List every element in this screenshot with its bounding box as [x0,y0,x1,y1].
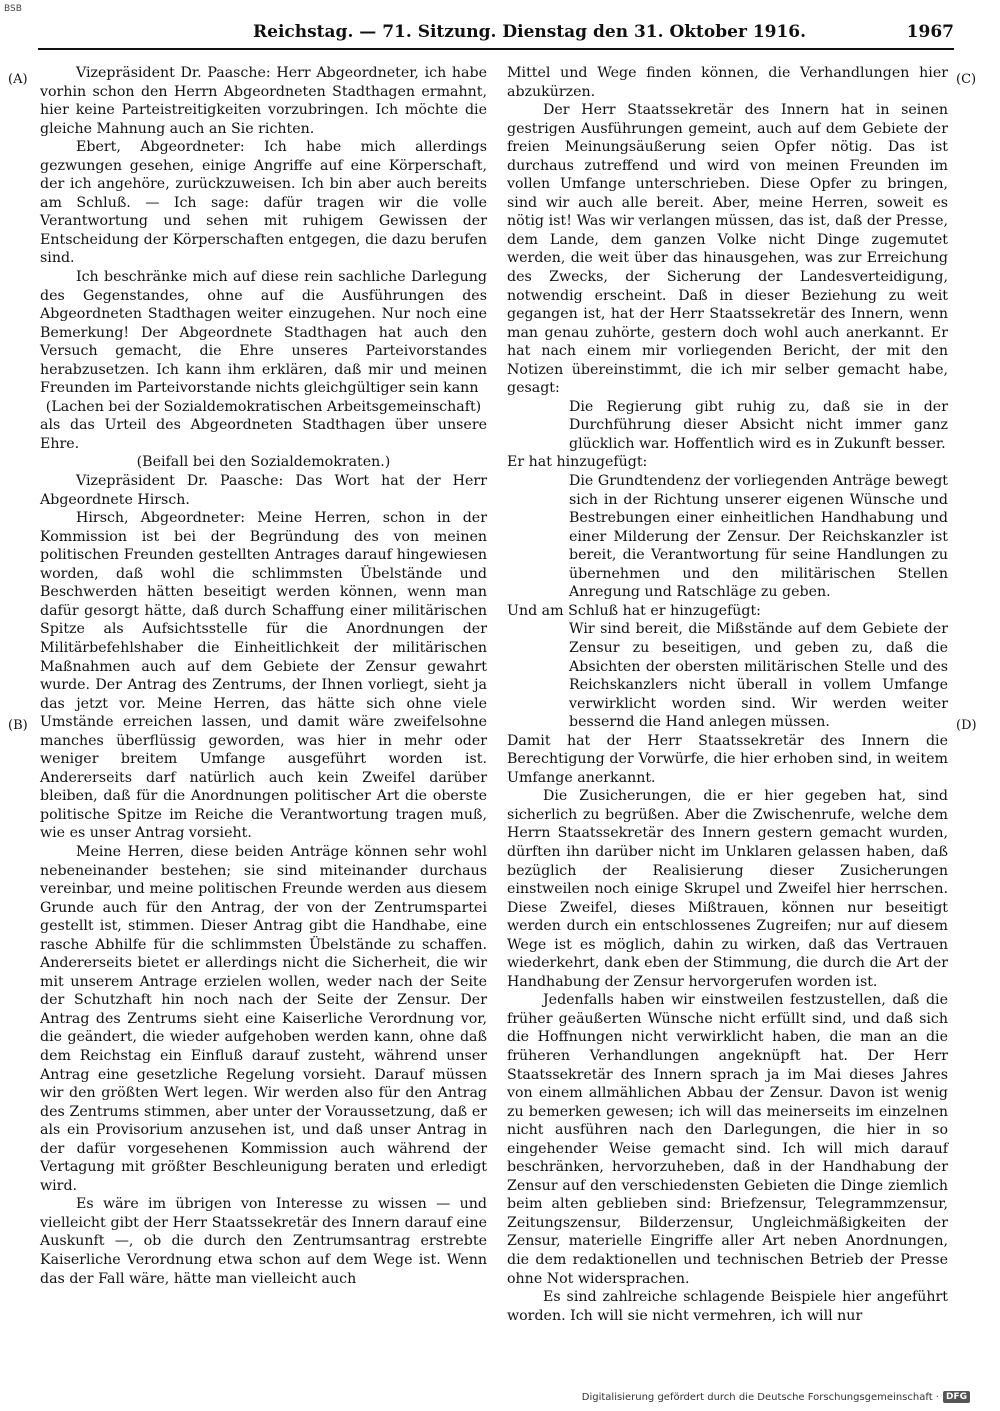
funding-note: Digitalisierung gefördert durch die Deutsche Forschungsgemeinschaft · [581,1391,939,1403]
paragraph: Hirsch, Abgeordneter: Meine Herren, schon in der Kommission ist bei der Begründung des von meinen politischen Freunden gestellten Antrages darauf hingewiesen worden, daß wohl die schlimmsten Übelstände und Beschwerden hätten beseitigt werden können, wenn man dafür gesorgt hätte, daß durch Schaffung einer militärischen Spitze als Aufsichtsstelle für die Anordnungen der Militärbefehlshaber die Einheitlichkeit der militärischen Maßnahmen auch auf dem Gebiete der Zensur gewahrt wurde. Der Antrag des Zentrums, der Ihnen vorliegt, sieht ja das jetzt vor. Meine Herren, das hätte sich ohne viele Umstände erreichen lassen, und damit wäre zweifelsohne manches überflüssig geworden, was hier in mehr oder weniger breitem Umfange ausgeführt worden ist. Andererseits darf natürlich auch kein Zweifel darüber bleiben, daß für die Anordnungen politischer Art die oberste politische Spitze im Reiche die Verantwortung tragen muß, wie es unser Antrag vorsieht. [40,510,487,842]
interjection: (Lachen bei der Sozialdemokratischen Arbeitsgemeinschaft) [45,398,482,415]
paragraph: Er hat hinzugefügt: [507,454,648,471]
running-title: Reichstag. — 71. Sitzung. Dienstag den 31. Oktober 1916. [253,22,807,42]
dfg-logo-icon: DFG [943,1391,970,1403]
margin-marker-c: (C) [956,72,977,87]
paragraph: Der Herr Staatssekretär des Innern hat in seinen gestrigen Ausführungen gemeint, auch auf dem Gebiete der freien Meinungsäußerung seien Opfer nötig. Das ist durchaus zutreffend und wird von meinen Freunden im vollen Umfange unterschrieben. Diese Opfer zu bringen, sind wir auch alle bereit. Aber, meine Herren, soweit es nötig ist! Was wir verlangen müssen, das ist, daß der Presse, dem Lande, dem ganzen Volke nicht Dinge zugemutet werden, die weit über das hinausgehen, was zur Erreichung des Zwecks, der Sicherung der Landesverteidigung, notwendig erscheint. Daß in dieser Beziehung zu weit gegangen ist, hat der Herr Staatssekretär des Innern, wenn man genau zuhörte, gestern doch wohl auch anerkannt. Er hat nach einem mir vorliegenden Bericht, der mit den Notizen übereinstimmt, die ich mir selber gemacht habe, gesagt: [507,102,948,397]
margin-marker-b: (B) [8,718,28,733]
paragraph-continuation: als das Urteil des Abgeordneten Stadthagen über unsere Ehre. [40,417,487,452]
page-header [38,22,954,46]
paragraph: Ich beschränke mich auf diese rein sachliche Darlegung des Gegenstandes, ohne auf die Ausführungen des Abgeordneten Stadthagen weiter einzugehen. Nur noch eine Bemerkung! Der Abgeordnete Stadthagen hat auch den Versuch gemacht, die Ehre unseres Parteivorstandes herabzusetzen. Ich kann ihm erklären, daß mir und meinen Freunden im Parteivorstande nichts gleichgültiger sein kann [40,269,487,397]
paragraph: Vizepräsident Dr. Paasche: Herr Abgeordneter, ich habe vorhin schon den Herrn Abgeordneten Stadthagen ermahnt, hier keine Parteistreitigkeiten vorzubringen. Ich möchte die gleiche Mahnung auch an Sie richten. [40,65,487,137]
paragraph: Es sind zahlreiche schlagende Beispiele hier angeführt worden. Ich will sie nicht vermehren, ich will nur [507,1289,948,1324]
paragraph: Damit hat der Herr Staatssekretär des Innern die Berechtigung der Vorwürfe, die hier erhoben sind, in weitem Umfange anerkannt. [507,732,948,786]
paragraph: Vizepräsident Dr. Paasche: Das Wort hat der Herr Abgeordnete Hirsch. [40,473,487,508]
header-rule [38,48,954,50]
margin-marker-a: (A) [8,72,28,87]
quotation: Die Regierung gibt ruhig zu, daß sie in der Durchführung dieser Absicht nicht immer ganz glücklich war. Hoffentlich wird es in Zukunft besser. [569,398,948,452]
right-column [507,64,948,1325]
footer [582,1391,970,1403]
paragraph: Es wäre im übrigen von Interesse zu wissen — und vielleicht gibt der Herr Staatssekretär des Innern darauf eine Auskunft —, ob die durch den Zentrumsantrag erstrebte Kaiserliche Verordnung etwa schon auf dem Wege ist. Wenn das der Fall wäre, hätte man vielleicht auch [40,1196,487,1287]
paragraph: Meine Herren, diese beiden Anträge können sehr wohl nebeneinander bestehen; sie sind miteinander durchaus vereinbar, und meine politischen Freunde werden aus diesem Grunde auch für den Antrag, der von der Zentrumspartei gestellt ist, stimmen. Dieser Antrag gibt die Handhabe, eine rasche Abhilfe für die schlimmsten Übelstände zu schaffen. Andererseits bietet er allerdings nicht die Sicherheit, die wir mit unserem Antrage erzielen wollen, weder nach der Seite der Schutzhaft hin noch nach der Seite der Zensur. Der Antrag des Zentrums sieht eine Kaiserliche Verordnung vor, die geändert, die wieder aufgehoben werden kann, ohne daß dem Reichstag ein Einfluß darauf zusteht, während unser Antrag eine gesetzliche Regelung vorsieht. Darauf müssen wir den größten Wert legen. Wir werden also für den Antrag des Zentrums stimmen, aber unter der Voraussetzung, daß er als ein Provisorium anzusehen ist, und daß unser Antrag in der dafür vorgesehenen Kommission auch während der Vertagung mit größter Beschleunigung beraten und erledigt wird. [40,843,487,1194]
paragraph: Jedenfalls haben wir einstweilen festzustellen, daß die früher geäußerten Wünsche nicht erfüllt sind, und daß sich die Hoffnungen nicht verwirklicht haben, die man an die früheren Verhandlungen angeknüpft hat. Der Herr Staatssekretär des Innern sprach ja im Mai dieses Jahres von einem allmählichen Abbau der Zensur. Davon ist wenig zu bemerken gewesen; ich will das meinerseits im einzelnen nicht ausführen nach den Darlegungen, die hier in so eingehender Weise gemacht sind. Ich will mich darauf beschränken, hervorzuheben, daß in der Handhabung der Zensur auf den verschiedensten Gebieten die Dinge ziemlich beim alten geblieben sind: Briefzensur, Telegrammzensur, Zeitungszensur, Bilderzensur, Ungleichmäßigkeiten der Zensur, materielle Eingriffe aller Art neben Anordnungen, die dem redaktionellen und technischen Betrieb der Presse ohne Not widersprachen. [507,992,948,1287]
quotation: Die Grundtendenz der vorliegenden Anträge bewegt sich in der Richtung unserer eigenen Wünsche und Bestrebungen einer einheitlichen Handhabung und einer Milderung der Zensur. Der Reichskanzler ist bereit, die Verantwortung für seine Handlungen zu übernehmen und den militärischen Stellen Anregung und Ratschläge zu geben. [569,473,948,601]
paragraph: Und am Schluß hat er hinzugefügt: [507,602,761,619]
margin-marker-d: (D) [956,718,977,733]
paragraph: Ebert, Abgeordneter: Ich habe mich allerdings gezwungen gesehen, einige Angriffe auf eine Körperschaft, der ich angehöre, zurückzuweisen. Ich bin aber auch bereits am Schluß. — Ich sage: dafür tragen wir die volle Verantwortung und sehen mit ruhigem Gewissen der Entscheidung der Körperschaften entgegen, die dazu berufen sind. [40,139,487,267]
quotation: Wir sind bereit, die Mißstände auf dem Gebiete der Zensur zu beseitigen, und geben zu, daß die Absichten der obersten militärischen Stelle und des Reichskanzlers nicht überall in vollem Umfange verwirklicht worden sind. Wir werden weiter bessernd die Hand anlegen müssen. [569,621,948,731]
left-column [40,64,487,1288]
paragraph: Die Zusicherungen, die er hier gegeben hat, sind sicherlich zu begrüßen. Aber die Zwischenrufe, welche dem Herrn Staatssekretär des Innern gestern gemacht wurden, dürften ihn darüber nicht im Unklaren gelassen haben, daß bezüglich der Realisierung dieser Zusicherungen einstweilen noch einige Skrupel und Zweifel hier herrschen. Diese Zweifel, dieses Mißtrauen, können nur beseitigt werden durch ein entschlossenes Zugreifen; nur auf diesem Wege ist es möglich, dahin zu wirken, daß das Vertrauen wiederkehrt, dank eben der Stimmung, die durch die Art der Handhabung der Zensur hervorgerufen worden ist. [507,788,948,990]
applause-note: (Beifall bei den Sozialdemokraten.) [136,454,391,471]
paragraph-continuation: Mittel und Wege finden können, die Verhandlungen hier abzukürzen. [507,65,948,100]
library-mark: BSB [4,4,22,14]
page-number: 1967 [906,22,954,42]
